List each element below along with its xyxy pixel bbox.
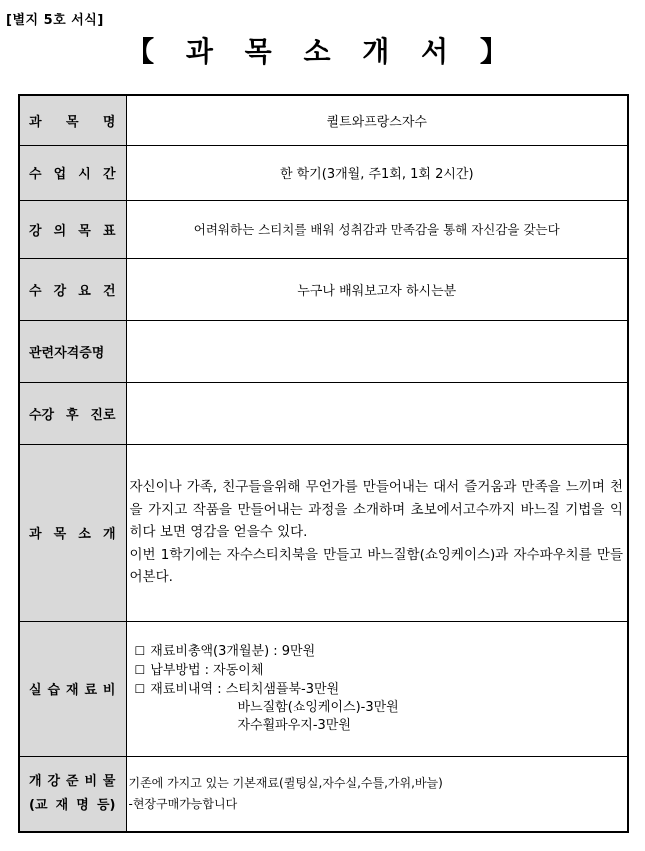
label-objective: 강 의 목 표: [19, 200, 126, 258]
value-certificates: [126, 320, 628, 382]
row-subject-name: [19, 95, 628, 145]
checkbox-icon: ☐: [134, 644, 146, 658]
value-class-time: 한 학기(3개월, 주1회, 1회 2시간): [126, 145, 628, 200]
label-introduction: 과 목 소 개: [19, 444, 126, 621]
material-payment-text: 납부방법 : 자동이체: [150, 663, 264, 678]
value-preparation: [126, 756, 628, 832]
label-preparation: [19, 756, 126, 832]
introduction-paragraph-2: 이번 1학기에는 자수스티치북을 만들고 바느질함(쇼잉케이스)과 자수파우치를 만들어본다.: [129, 546, 623, 586]
row-career: [19, 382, 628, 444]
value-objective: 어려워하는 스티치를 배워 성취감과 만족감을 통해 자신감을 갖는다: [126, 200, 628, 258]
row-requirements: [19, 258, 628, 320]
row-preparation: [19, 756, 628, 832]
material-total: [135, 642, 628, 661]
material-detail: [135, 680, 628, 699]
material-total-text: 재료비총액(3개월분) : 9만원: [150, 644, 316, 659]
material-payment: [135, 661, 628, 680]
value-subject-name: 퀼트와프랑스자수: [126, 95, 628, 145]
row-introduction: [19, 444, 628, 621]
page-title: 【 과 목 소 개 서 】: [126, 35, 519, 68]
value-materials: [126, 621, 628, 756]
introduction-paragraph-1: 자신이나 가족, 친구들을위해 무언가를 만들어내는 대서 즐거움과 만족을 느끼며 천을 가지고 작품을 만들어내는 과정을 소개하며 초보에서고수까지 바느질 기법을 익히다 보면 영감을 얻을수 있다.: [129, 479, 623, 541]
label-preparation-line-2: (교 재 명 등): [29, 797, 116, 813]
preparation-line-2: -현장구매가능합니다: [128, 796, 238, 811]
label-subject-name: 과 목 명: [19, 95, 126, 145]
row-objective: [19, 200, 628, 258]
label-requirements: 수 강 요 건: [19, 258, 126, 320]
material-detail-2: 바느질함(쇼잉케이스)-3만원: [237, 700, 399, 715]
row-certificates: [19, 320, 628, 382]
form-number: [별지 5호 서식]: [6, 13, 104, 28]
preparation-line-1: 기존에 가지고 있는 기본재료(퀼팅실,자수실,수틀,가위,바늘): [128, 775, 443, 790]
value-requirements: 누구나 배워보고자 하시는분: [126, 258, 628, 320]
label-preparation-line-1: 개 강 준 비 물: [29, 773, 116, 789]
row-class-time: [19, 145, 628, 200]
checkbox-icon: ☐: [134, 663, 146, 677]
label-class-time: 수 업 시 간: [19, 145, 126, 200]
label-career: 수강 후 진로: [19, 382, 126, 444]
label-materials: 실 습 재 료 비: [19, 621, 126, 756]
row-materials: [19, 621, 628, 756]
value-career: [126, 382, 628, 444]
label-certificates: 관련자격증명: [19, 320, 126, 382]
checkbox-icon: ☐: [134, 682, 146, 696]
value-introduction: [126, 444, 628, 621]
material-detail-text: 재료비내역 : 스티치샘플북-3만원: [150, 682, 340, 697]
material-detail-3: 자수휠파우지-3만원: [237, 718, 351, 733]
course-introduction-table: [18, 94, 629, 833]
